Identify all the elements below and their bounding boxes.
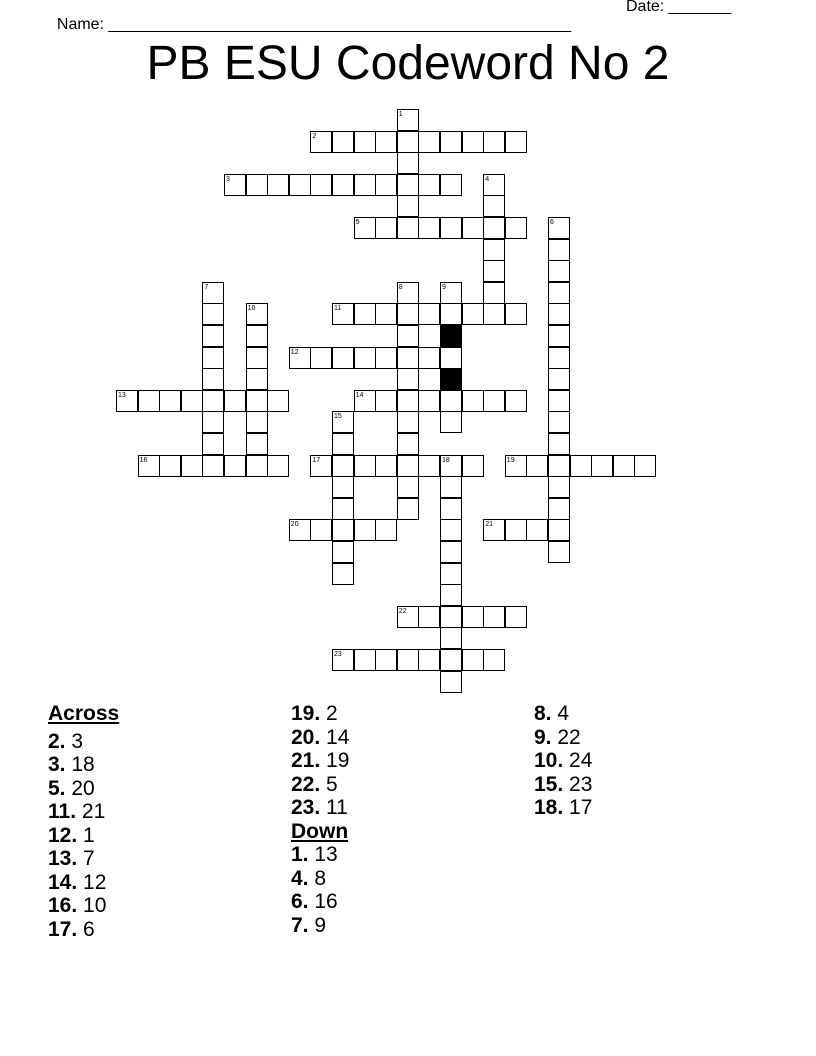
grid-cell[interactable] [375,131,397,153]
grid-cell[interactable] [418,606,440,628]
grid-cell[interactable] [462,217,484,239]
clue-item: 15. 23 [534,772,593,796]
clue-item: 16. 10 [48,894,107,917]
grid-cell[interactable] [483,217,505,239]
grid-clue-number: 16 [139,456,148,464]
grid-clue-number: 14 [355,391,364,399]
grid-cell[interactable] [224,455,246,477]
clue-item: 12. 1 [48,823,95,847]
grid-cell[interactable] [505,217,527,239]
grid-clue-number: 11 [334,305,342,313]
blocked-cell [440,325,462,347]
grid-clue-number: 19 [506,456,515,464]
grid-clue-number: 9 [442,283,446,291]
grid-cell[interactable] [332,174,354,196]
across-heading: Across [48,702,120,725]
grid-cell[interactable] [397,174,419,196]
grid-cell[interactable] [397,282,419,304]
grid-cell[interactable] [418,303,440,325]
grid-cell[interactable] [354,455,376,477]
grid-cell[interactable] [202,347,224,369]
grid-cell[interactable] [246,347,268,369]
clue-column-2 [291,702,349,937]
grid-cell[interactable] [224,174,246,196]
grid-cell[interactable] [462,131,484,153]
grid-cell[interactable] [483,649,505,671]
grid-cell[interactable] [289,174,311,196]
clue-item: 19. 2 [291,702,338,725]
grid-cell[interactable] [418,455,440,477]
grid-cell[interactable] [440,174,462,196]
grid-cell[interactable] [202,325,224,347]
grid-cell[interactable] [332,347,354,369]
grid-cell[interactable] [310,455,332,477]
grid-cell[interactable] [440,606,462,628]
grid-cell[interactable] [397,606,419,628]
clue-item: 20. 14 [291,725,350,749]
grid-cell[interactable] [354,174,376,196]
grid-cell[interactable] [397,433,419,455]
grid-cell[interactable] [548,347,570,369]
grid-clue-number: 23 [334,651,342,658]
grid-cell[interactable] [397,131,419,153]
grid-cell[interactable] [440,476,462,498]
grid-cell[interactable] [397,303,419,325]
grid-cell[interactable] [375,174,397,196]
grid-cell[interactable] [483,606,505,628]
grid-cell[interactable] [138,390,160,412]
grid-cell[interactable] [397,217,419,239]
grid-cell[interactable] [310,131,332,153]
grid-clue-number: 21 [485,521,493,529]
grid-cell[interactable] [332,455,354,477]
grid-cell[interactable] [505,455,527,477]
grid-cell[interactable] [332,649,354,671]
grid-cell[interactable] [397,390,419,412]
grid-cell[interactable] [375,519,397,541]
grid-clue-number: 18 [442,456,450,464]
grid-cell[interactable] [418,217,440,239]
grid-cell[interactable] [267,174,289,196]
grid-clue-number: 20 [290,521,299,529]
clue-item: 14. 12 [48,870,107,894]
clue-item: 2. 3 [48,729,84,753]
grid-cell[interactable] [159,390,181,412]
grid-cell[interactable] [332,131,354,153]
grid-cell[interactable] [397,649,419,671]
grid-cell[interactable] [613,455,635,477]
grid-cell[interactable] [548,541,570,563]
grid-cell[interactable] [397,152,419,174]
blocked-cell [440,368,462,390]
grid-cell[interactable] [116,390,138,412]
grid-cell[interactable] [440,541,462,563]
grid-cell[interactable] [418,390,440,412]
grid-cell[interactable] [634,455,656,477]
grid-cell[interactable] [462,303,484,325]
crossword-grid [116,109,661,694]
clue-column-3 [534,702,592,820]
grid-cell[interactable] [440,217,462,239]
grid-cell[interactable] [483,131,505,153]
clue-item: 17. 6 [48,917,95,941]
grid-cell[interactable] [202,303,224,325]
grid-cell[interactable] [159,455,181,477]
grid-cell[interactable] [397,368,419,390]
grid-cell[interactable] [526,519,548,541]
grid-cell[interactable] [354,303,376,325]
grid-cell[interactable] [483,519,505,541]
name-field[interactable]: Name: ____________________________________________________ [56,16,572,33]
grid-cell[interactable] [397,195,419,217]
grid-cell[interactable] [202,433,224,455]
grid-clue-number: 4 [485,175,490,183]
grid-cell[interactable] [548,519,570,541]
grid-cell[interactable] [440,347,462,369]
clue-item: 18. 17 [534,796,593,819]
grid-cell[interactable] [418,347,440,369]
grid-cell[interactable] [202,411,224,433]
grid-cell[interactable] [548,433,570,455]
grid-cell[interactable] [224,390,246,412]
clue-column-1 [48,702,119,941]
grid-cell[interactable] [332,303,354,325]
grid-cell[interactable] [462,390,484,412]
grid-cell[interactable] [246,433,268,455]
grid-clue-number: 15 [334,413,342,421]
grid-cell[interactable] [505,131,527,153]
clue-item: 22. 5 [291,772,338,796]
grid-clue-number: 2 [312,132,317,140]
clue-item: 1. 13 [291,843,338,866]
grid-cell[interactable] [548,390,570,412]
grid-clue-number: 8 [398,283,403,291]
grid-cell[interactable] [483,260,505,282]
grid-cell[interactable] [440,627,462,649]
grid-cell[interactable] [526,455,548,477]
grid-cell[interactable] [462,455,484,477]
grid-clue-number: 22 [398,607,407,615]
grid-cell[interactable] [548,476,570,498]
grid-clue-number: 5 [355,219,360,226]
grid-cell[interactable] [548,325,570,347]
grid-cell[interactable] [375,347,397,369]
grid-cell[interactable] [181,455,203,477]
grid-cell[interactable] [354,217,376,239]
grid-cell[interactable] [354,390,376,412]
grid-cell[interactable] [354,649,376,671]
clue-item: 23. 11 [291,796,348,819]
grid-cell[interactable] [440,455,462,477]
grid-cell[interactable] [462,606,484,628]
grid-cell[interactable] [505,519,527,541]
grid-cell[interactable] [440,649,462,671]
grid-cell[interactable] [505,303,527,325]
date-field[interactable]: Date: _______ [626,0,731,15]
grid-cell[interactable] [246,368,268,390]
grid-clue-number: 7 [204,283,209,291]
grid-cell[interactable] [548,303,570,325]
clue-item: 6. 16 [291,890,338,913]
grid-cell[interactable] [548,282,570,304]
grid-cell[interactable] [181,390,203,412]
grid-cell[interactable] [548,455,570,477]
grid-cell[interactable] [332,476,354,498]
grid-cell[interactable] [375,455,397,477]
grid-cell[interactable] [483,174,505,196]
clue-item: 21. 19 [291,749,350,772]
grid-cell[interactable] [418,174,440,196]
page-title: PB ESU Codeword No 2 [146,37,670,90]
clue-item: 9. 22 [534,725,581,749]
grid-clue-number: 1 [398,111,403,118]
grid-cell[interactable] [202,282,224,304]
grid-cell[interactable] [354,347,376,369]
grid-clue-number: 3 [226,175,230,183]
grid-clue-number: 17 [312,456,321,464]
grid-cell[interactable] [310,347,332,369]
grid-cell[interactable] [418,131,440,153]
grid-cell[interactable] [202,390,224,412]
grid-cell[interactable] [505,606,527,628]
grid-cell[interactable] [397,325,419,347]
grid-cell[interactable] [246,455,268,477]
grid-cell[interactable] [548,411,570,433]
grid-cell[interactable] [440,411,462,433]
clue-item: 7. 9 [291,913,327,937]
grid-cell[interactable] [440,584,462,606]
grid-cell[interactable] [375,303,397,325]
clue-item: 3. 18 [48,753,95,776]
grid-cell[interactable] [440,390,462,412]
grid-cell[interactable] [397,347,419,369]
clue-item: 5. 20 [48,776,95,800]
grid-cell[interactable] [440,519,462,541]
grid-cell[interactable] [267,455,289,477]
grid-clue-number: 6 [550,219,554,226]
grid-cell[interactable] [483,282,505,304]
grid-cell[interactable] [354,519,376,541]
grid-cell[interactable] [397,476,419,498]
grid-cell[interactable] [548,368,570,390]
grid-cell[interactable] [440,498,462,520]
grid-cell[interactable] [440,303,462,325]
grid-cell[interactable] [570,455,592,477]
clue-item: 11. 21 [48,800,106,823]
grid-cell[interactable] [375,217,397,239]
clue-item: 8. 4 [534,702,570,725]
grid-cell[interactable] [440,671,462,693]
grid-cell[interactable] [354,131,376,153]
grid-cell[interactable] [397,411,419,433]
grid-cell[interactable] [483,239,505,261]
grid-cell[interactable] [202,368,224,390]
grid-clue-number: 10 [247,305,256,313]
clue-item: 10. 24 [534,749,593,772]
down-heading: Down [291,819,349,843]
grid-cell[interactable] [440,563,462,585]
grid-cell[interactable] [332,519,354,541]
grid-cell[interactable] [591,455,613,477]
clue-item: 13. 7 [48,847,95,870]
grid-cell[interactable] [397,109,419,131]
grid-cell[interactable] [332,541,354,563]
grid-cell[interactable] [483,195,505,217]
grid-cell[interactable] [289,347,311,369]
grid-cell[interactable] [246,411,268,433]
grid-cell[interactable] [332,498,354,520]
grid-cell[interactable] [548,217,570,239]
grid-cell[interactable] [375,649,397,671]
grid-cell[interactable] [289,519,311,541]
grid-cell[interactable] [483,303,505,325]
grid-cell[interactable] [397,498,419,520]
grid-cell[interactable] [462,649,484,671]
clue-item: 4. 8 [291,866,327,890]
grid-cell[interactable] [548,498,570,520]
grid-cell[interactable] [332,563,354,585]
header-line [48,0,748,33]
grid-cell[interactable] [440,131,462,153]
grid-cell[interactable] [246,325,268,347]
grid-cell[interactable] [202,455,224,477]
grid-cell[interactable] [246,174,268,196]
grid-clue-number: 12 [290,348,299,356]
grid-cell[interactable] [548,239,570,261]
grid-cell[interactable] [440,282,462,304]
grid-cell[interactable] [246,390,268,412]
grid-cell[interactable] [483,390,505,412]
grid-cell[interactable] [138,455,160,477]
grid-cell[interactable] [310,519,332,541]
grid-cell[interactable] [548,260,570,282]
grid-cell[interactable] [332,411,354,433]
grid-cell[interactable] [332,433,354,455]
grid-clue-number: 13 [118,391,126,399]
grid-cell[interactable] [375,390,397,412]
grid-cell[interactable] [418,649,440,671]
grid-cell[interactable] [505,390,527,412]
grid-cell[interactable] [267,390,289,412]
grid-cell[interactable] [310,174,332,196]
grid-cell[interactable] [246,303,268,325]
grid-cell[interactable] [397,455,419,477]
